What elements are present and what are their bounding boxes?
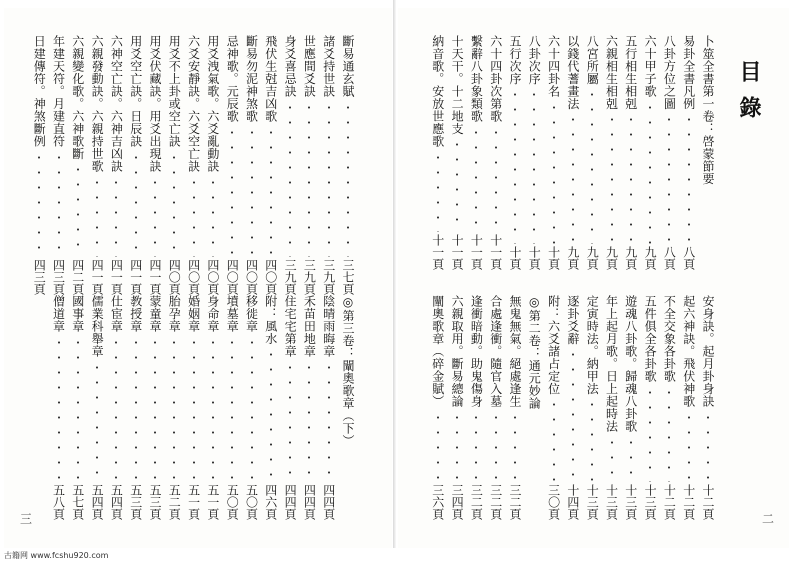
toc-entry-page: 十頁 bbox=[527, 246, 542, 270]
toc-entry-title: 用爻空亡訣。日辰訣 bbox=[128, 35, 143, 148]
toc-entry-title: 附：六爻諸占定位 bbox=[546, 295, 561, 395]
toc-entry-page: 四一頁 bbox=[90, 259, 105, 295]
toc-entry-title: 住宅宅第章 bbox=[283, 295, 298, 358]
toc-entry[interactable] bbox=[31, 35, 47, 295]
toc-entry[interactable] bbox=[584, 295, 600, 520]
toc-entry-title: 飛伏生尅吉凶歌 bbox=[263, 35, 278, 123]
toc-entry[interactable] bbox=[89, 35, 105, 295]
toc-entry[interactable] bbox=[430, 295, 446, 520]
toc-entry-title: ◎第三卷：闡奧歌章（下） bbox=[341, 295, 355, 447]
dot-leader bbox=[495, 125, 497, 233]
dot-leader bbox=[58, 150, 60, 258]
toc-entry-page: 四〇頁 bbox=[167, 259, 182, 295]
dot-leader bbox=[707, 410, 709, 483]
toc-entry[interactable] bbox=[321, 295, 337, 520]
toc-entry[interactable] bbox=[449, 35, 465, 270]
toc-entry-title: 五行相生相剋 bbox=[623, 35, 638, 110]
toc-entry-title: 八卦方位之圖 bbox=[662, 35, 677, 110]
toc-entry-title: 年上起月歌。日上起時法 bbox=[604, 295, 619, 433]
toc-entry-page: 十一頁 bbox=[488, 234, 503, 270]
toc-entry-title: 六親發動訣。六親持世歌 bbox=[90, 35, 105, 173]
toc-entry[interactable] bbox=[681, 35, 697, 270]
toc-entry-page: 四四頁 bbox=[302, 484, 317, 520]
dot-leader bbox=[96, 360, 98, 483]
toc-entry[interactable] bbox=[449, 295, 465, 520]
toc-entry[interactable] bbox=[430, 35, 446, 270]
toc-entry[interactable] bbox=[224, 295, 240, 520]
toc-entry-title: 五件俱全各卦歌 bbox=[643, 295, 658, 383]
book-spine bbox=[393, 0, 396, 548]
dot-leader bbox=[308, 100, 310, 258]
dot-leader bbox=[533, 87, 535, 244]
toc-entry-title: 不全交象各卦歌 bbox=[662, 295, 677, 383]
dot-leader bbox=[38, 150, 40, 258]
toc-entry-title: 禾苗田地章 bbox=[302, 295, 317, 358]
toc-entry-page: 四一頁 bbox=[109, 259, 124, 295]
toc-entry-title: 六親變化歌。六神歌斷 bbox=[70, 35, 85, 160]
toc-entry[interactable] bbox=[340, 295, 356, 520]
dot-leader bbox=[630, 112, 632, 244]
toc-entry-title: 用爻不上卦或空亡訣 bbox=[167, 35, 182, 148]
toc-entry-title: 八卦次序 bbox=[527, 35, 542, 85]
toc-entry-page: 三〇頁 bbox=[546, 484, 561, 520]
dot-leader bbox=[289, 100, 291, 258]
toc-entry[interactable] bbox=[282, 35, 298, 295]
toc-entry-title: 陰晴雨晦章 bbox=[321, 295, 336, 358]
toc-entry-page: 五三頁 bbox=[148, 484, 162, 520]
toc-entry-page: 十一頁 bbox=[450, 234, 465, 270]
dot-leader bbox=[553, 100, 555, 245]
toc-entry[interactable] bbox=[89, 295, 105, 520]
toc-entry[interactable] bbox=[186, 295, 202, 520]
toc-entry[interactable] bbox=[507, 295, 523, 520]
toc-entry-title: 年建天符。月建直符 bbox=[51, 35, 66, 148]
toc-entry-title: 蒙童章 bbox=[148, 295, 162, 333]
dot-leader bbox=[135, 150, 137, 258]
toc-entry-title: 諸爻持世訣 bbox=[321, 35, 336, 98]
toc-entry-page: 三九頁 bbox=[283, 259, 298, 295]
dot-leader bbox=[475, 410, 477, 483]
toc-entry-title: 易卦全書凡例 bbox=[681, 35, 696, 110]
toc-entry-title: 起六神訣。飛伏神歌 bbox=[681, 295, 696, 408]
toc-entry-page: 四〇頁 bbox=[263, 259, 278, 295]
dot-leader bbox=[514, 410, 516, 483]
toc-entry[interactable] bbox=[340, 35, 356, 295]
toc-entry[interactable] bbox=[282, 295, 298, 520]
toc-entry-title: 身命章 bbox=[205, 295, 220, 333]
toc-entry[interactable] bbox=[526, 295, 542, 520]
toc-entry-title: 身爻喜忌訣 bbox=[283, 35, 298, 98]
toc-entry[interactable] bbox=[604, 35, 620, 270]
toc-entry-page: 十二頁 bbox=[681, 484, 696, 520]
toc-entry-page: 八頁 bbox=[662, 246, 677, 270]
toc-entry-title: 無鬼無氣。絕處逢生 bbox=[508, 295, 522, 408]
toc-entry-page: 五四頁 bbox=[109, 484, 124, 520]
toc-entry[interactable] bbox=[186, 35, 202, 295]
toc-entry-page: 十二頁 bbox=[701, 484, 715, 520]
toc-entry[interactable] bbox=[681, 295, 697, 520]
toc-entry-title: 逐卦爻辭 bbox=[565, 295, 580, 345]
dot-leader bbox=[495, 410, 497, 483]
toc-entry-page: 五七頁 bbox=[70, 484, 85, 520]
toc-entry-title: 六爻安靜訣。六爻空亡訣 bbox=[186, 35, 201, 173]
toc-entry-title: 遊魂八卦歌。歸魂八卦歌 bbox=[623, 295, 638, 433]
dot-leader bbox=[611, 112, 613, 244]
toc-entry-title: 儒業科舉章 bbox=[90, 295, 105, 358]
toc-entry[interactable] bbox=[224, 35, 240, 295]
toc-entry-page: 五八頁 bbox=[51, 484, 66, 520]
dot-leader bbox=[212, 175, 214, 258]
toc-entry[interactable] bbox=[546, 35, 562, 270]
dot-leader bbox=[328, 360, 330, 483]
toc-entry-page: 三二頁 bbox=[488, 484, 503, 520]
toc-entry-title: ◎第二卷：通元妙論 bbox=[527, 295, 542, 410]
page-number-left: 三 bbox=[20, 512, 33, 526]
dot-leader bbox=[270, 125, 272, 258]
dot-leader bbox=[347, 100, 349, 258]
dot-leader bbox=[173, 335, 175, 483]
toc-entry-page: 四三頁 bbox=[32, 259, 47, 295]
toc-entry-page: 三七頁 bbox=[341, 259, 355, 295]
toc-entry-page: 四〇頁 bbox=[186, 259, 201, 295]
toc-entry[interactable] bbox=[700, 295, 716, 520]
dot-leader bbox=[135, 335, 137, 483]
toc-entry-title: 卜筮全書第一卷：啓蒙節要 bbox=[701, 35, 715, 185]
toc-entry-page: 五一頁 bbox=[205, 484, 220, 520]
toc-entry[interactable] bbox=[263, 35, 279, 295]
toc-entry[interactable] bbox=[321, 35, 337, 295]
toc-entry-page: 十頁 bbox=[508, 246, 522, 270]
toc-entry-title: 六十四卦次第歌 bbox=[488, 35, 503, 123]
dot-leader bbox=[231, 125, 233, 258]
toc-entry-page: 五〇頁 bbox=[225, 484, 240, 520]
dot-leader bbox=[58, 335, 60, 483]
dot-leader bbox=[251, 125, 253, 258]
toc-entry-title: 斷易勿泥神煞歌 bbox=[244, 35, 259, 123]
toc-entry[interactable] bbox=[700, 35, 716, 270]
toc-entry[interactable] bbox=[166, 295, 182, 520]
toc-entry[interactable] bbox=[642, 35, 658, 270]
toc-entry[interactable] bbox=[301, 35, 317, 295]
toc-entry-page: 十三頁 bbox=[604, 484, 619, 520]
toc-entry-page: 九頁 bbox=[643, 246, 658, 270]
toc-entry-page: 三九頁 bbox=[321, 259, 336, 295]
dot-leader bbox=[77, 162, 79, 257]
toc-entry[interactable] bbox=[128, 35, 144, 295]
toc-entry-page: 九頁 bbox=[585, 246, 600, 270]
dot-leader bbox=[437, 410, 439, 483]
toc-entry[interactable] bbox=[623, 295, 639, 520]
toc-entry[interactable] bbox=[507, 35, 523, 270]
toc-entry-page: 十頁 bbox=[546, 246, 561, 270]
toc-entry-title: 斷易通玄賦 bbox=[341, 35, 355, 98]
toc-entry[interactable] bbox=[205, 295, 221, 520]
toc-entry-title: 用爻伏藏訣。用爻出現訣 bbox=[148, 35, 162, 173]
toc-entry-title: 逢衝暗動。助鬼傷身 bbox=[469, 295, 484, 408]
toc-entry-title: 六十甲子歌 bbox=[643, 35, 658, 98]
toc-entry-title: 國事章 bbox=[70, 295, 85, 333]
toc-entry-title: 合處逢衝。隨官入墓 bbox=[488, 295, 503, 408]
toc-entry-page: 十一頁 bbox=[430, 234, 445, 270]
toc-entry-page: 四六頁 bbox=[263, 484, 278, 520]
toc-entry[interactable] bbox=[584, 35, 600, 270]
toc-entry[interactable] bbox=[565, 35, 581, 270]
toc-entry[interactable] bbox=[70, 295, 86, 520]
dot-leader bbox=[154, 175, 156, 258]
dot-leader bbox=[193, 175, 195, 258]
toc-entry-title: 六親取用。斷易總論 bbox=[450, 295, 465, 408]
toc-entry-title: 教授章 bbox=[128, 295, 143, 333]
dot-leader bbox=[668, 112, 670, 244]
toc-entry-title: 忌神歌。元辰歌 bbox=[225, 35, 240, 123]
toc-entry-page: 十二頁 bbox=[662, 484, 677, 520]
toc-entry-page: 三二頁 bbox=[508, 484, 522, 520]
dot-leader bbox=[308, 360, 310, 483]
toc-entry[interactable] bbox=[166, 35, 182, 295]
toc-entry[interactable] bbox=[244, 295, 260, 520]
toc-entry-page: 十三頁 bbox=[623, 484, 638, 520]
toc-entry[interactable] bbox=[51, 35, 67, 295]
toc-entry[interactable] bbox=[488, 295, 504, 520]
toc-entry-title: 定寅時法。納甲法 bbox=[585, 295, 600, 395]
toc-entry-title: 墳墓章 bbox=[225, 295, 240, 333]
toc-entry-title: 日建傳符。神煞斷例 bbox=[32, 35, 47, 148]
toc-entry[interactable] bbox=[108, 35, 124, 295]
toc-entry-title: 附：風水 bbox=[263, 295, 278, 345]
toc-entry-page: 三二頁 bbox=[469, 484, 484, 520]
toc-entry-page: 五二頁 bbox=[167, 484, 182, 520]
toc-entry[interactable] bbox=[244, 35, 260, 295]
toc-entry[interactable] bbox=[147, 295, 163, 520]
toc-entry-page: 四四頁 bbox=[283, 484, 298, 520]
dot-leader bbox=[270, 347, 272, 482]
toc-entry[interactable] bbox=[623, 35, 639, 270]
watermark-footer: 古籍网 www.fcshu920.com bbox=[4, 551, 109, 560]
dot-leader bbox=[289, 360, 291, 483]
toc-entry-page: 四〇頁 bbox=[244, 259, 259, 295]
toc-entry-page: 四二頁 bbox=[70, 259, 85, 295]
toc-entry-page: 十三頁 bbox=[585, 484, 600, 520]
dot-leader bbox=[231, 335, 233, 483]
toc-entry-page: 三六頁 bbox=[430, 484, 445, 520]
toc-entry-title: 六神空亡訣。六神吉凶訣 bbox=[109, 35, 124, 173]
toc-entry[interactable] bbox=[468, 295, 484, 520]
toc-entry-page: 五〇頁 bbox=[244, 484, 259, 520]
dot-leader bbox=[553, 397, 555, 482]
dot-leader bbox=[437, 150, 439, 233]
toc-entry-page: 四三頁 bbox=[51, 259, 66, 295]
toc-entry-title: 八宮所屬 bbox=[585, 35, 600, 85]
toc-entry[interactable] bbox=[661, 295, 677, 520]
toc-entry[interactable] bbox=[488, 35, 504, 270]
toc-entry-page: 四〇頁 bbox=[225, 259, 240, 295]
toc-entry-page: 九頁 bbox=[623, 246, 638, 270]
toc-entry-page: 五三頁 bbox=[128, 484, 143, 520]
toc-entry[interactable] bbox=[263, 295, 279, 520]
toc-entry-title: 闡奧歌章（碎金賦） bbox=[430, 295, 445, 408]
dot-leader bbox=[212, 335, 214, 483]
toc-entry-page: 四四頁 bbox=[321, 484, 336, 520]
page-title: 目錄 bbox=[736, 60, 761, 132]
toc-entry-title: 五行次序 bbox=[508, 35, 522, 85]
dot-leader bbox=[649, 385, 651, 483]
toc-entry-title: 十天干。十二地支 bbox=[450, 35, 465, 135]
dot-leader bbox=[572, 112, 574, 244]
dot-leader bbox=[630, 435, 632, 483]
dot-leader bbox=[251, 335, 253, 483]
toc-entry-title: 世應間爻訣 bbox=[302, 35, 317, 98]
toc-entry[interactable] bbox=[205, 35, 221, 295]
dot-leader bbox=[514, 87, 516, 244]
toc-entry[interactable] bbox=[147, 35, 163, 295]
dot-leader bbox=[115, 335, 117, 483]
toc-entry-title: 安身訣。起月卦身訣 bbox=[701, 295, 715, 408]
toc-entry-page: 三四頁 bbox=[450, 484, 465, 520]
toc-entry-page: 十四頁 bbox=[565, 484, 580, 520]
toc-entry-page: 四〇頁 bbox=[205, 259, 220, 295]
toc-entry-page: 十一頁 bbox=[469, 234, 484, 270]
toc-entry-page: 四一頁 bbox=[128, 259, 143, 295]
toc-entry[interactable] bbox=[51, 295, 67, 520]
toc-entry-page: 九頁 bbox=[604, 246, 619, 270]
dot-leader bbox=[475, 125, 477, 233]
dot-leader bbox=[572, 347, 574, 482]
toc-entry-title: 以錢代蓍畫法 bbox=[565, 35, 580, 110]
dot-leader bbox=[154, 335, 156, 483]
toc-entry-title: 婚姻章 bbox=[186, 295, 201, 333]
toc-entry[interactable] bbox=[546, 295, 562, 520]
toc-entry-page: 四一頁 bbox=[148, 259, 162, 295]
toc-entry-page: 八頁 bbox=[681, 246, 696, 270]
dot-leader bbox=[328, 100, 330, 258]
toc-entry-page: 五一頁 bbox=[186, 484, 201, 520]
toc-entry[interactable] bbox=[526, 35, 542, 270]
toc-entry-title: 胎孕章 bbox=[167, 295, 182, 333]
toc-entry-page: 九頁 bbox=[565, 246, 580, 270]
toc-entry-page: 十三頁 bbox=[643, 484, 658, 520]
dot-leader bbox=[456, 410, 458, 483]
toc-entry-title: 用爻洩氣歌。六爻亂動訣 bbox=[205, 35, 220, 173]
toc-entry[interactable] bbox=[642, 295, 658, 520]
dot-leader bbox=[591, 87, 593, 244]
dot-leader bbox=[668, 385, 670, 483]
toc-entry-title: 繫辭八卦象類歌 bbox=[469, 35, 484, 123]
dot-leader bbox=[96, 175, 98, 258]
toc-entry[interactable] bbox=[108, 295, 124, 520]
dot-leader bbox=[611, 435, 613, 483]
toc-entry-page: 三九頁 bbox=[302, 259, 317, 295]
dot-leader bbox=[115, 175, 117, 258]
dot-leader bbox=[173, 150, 175, 258]
toc-entry[interactable] bbox=[70, 35, 86, 295]
toc-entry-page: 五四頁 bbox=[90, 484, 105, 520]
dot-leader bbox=[77, 335, 79, 483]
toc-entry-title: 六十四卦名 bbox=[546, 35, 561, 98]
toc-entry[interactable] bbox=[661, 35, 677, 270]
toc-entry-title: 納音歌。安放世應歌 bbox=[430, 35, 445, 148]
dot-leader bbox=[591, 397, 593, 482]
toc-entry[interactable] bbox=[301, 295, 317, 520]
dot-leader bbox=[688, 112, 690, 244]
toc-entry-title: 僧道章 bbox=[51, 295, 66, 333]
toc-entry-title: 仕宦章 bbox=[109, 295, 124, 333]
toc-entry-title: 六親相生相剋 bbox=[604, 35, 619, 110]
toc-entry[interactable] bbox=[604, 295, 620, 520]
page-number-right: 二 bbox=[762, 512, 775, 526]
dot-leader bbox=[193, 335, 195, 483]
dot-leader bbox=[456, 137, 458, 232]
toc-entry[interactable] bbox=[468, 35, 484, 270]
toc-entry[interactable] bbox=[565, 295, 581, 520]
dot-leader bbox=[649, 100, 651, 245]
dot-leader bbox=[688, 410, 690, 483]
toc-entry-title: 移徙章 bbox=[244, 295, 259, 333]
toc-entry[interactable] bbox=[128, 295, 144, 520]
